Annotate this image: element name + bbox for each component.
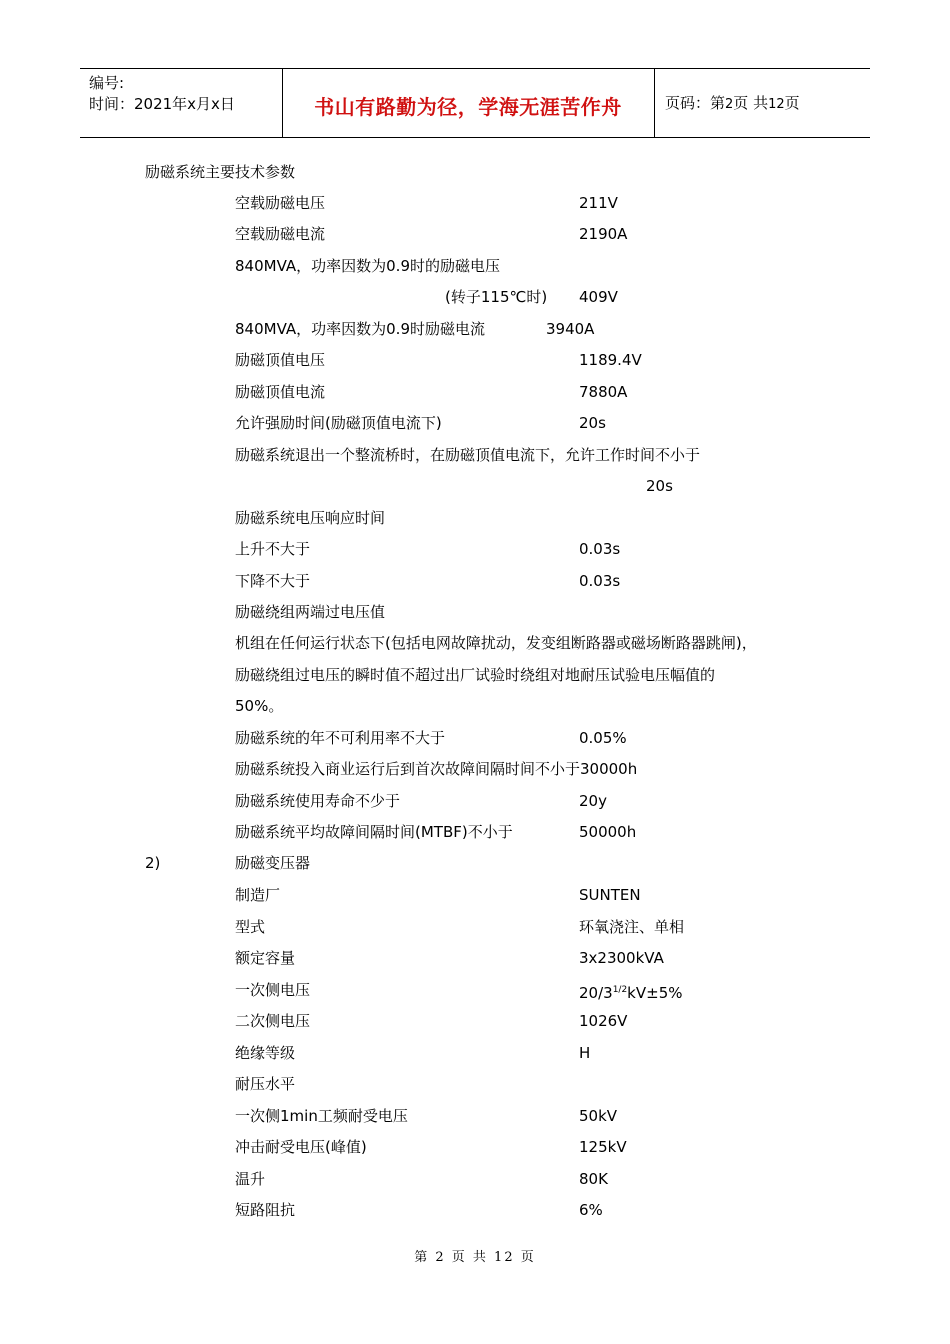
primary-value-unit: kV±5% bbox=[627, 984, 683, 1002]
param-label: 励磁系统电压响应时间 bbox=[235, 509, 386, 527]
paragraph-line: 50%。 bbox=[235, 697, 284, 715]
param-label: 840MVA，功率因数为0.9时励磁电流 bbox=[235, 320, 485, 338]
param-label: 允许强励时间(励磁顶值电流下) bbox=[235, 414, 442, 432]
param-label: 空载励磁电流 bbox=[235, 225, 326, 243]
primary-value-base: 20/3 bbox=[579, 984, 613, 1002]
param-value: 环氧浇注、单相 bbox=[579, 918, 685, 936]
header-page-number bbox=[665, 92, 800, 113]
param-label: 励磁系统投入商业运行后到首次故障间隔时间不小于30000h bbox=[235, 760, 638, 778]
param-label: 制造厂 bbox=[235, 886, 281, 904]
param-label: 一次侧1min工频耐受电压 bbox=[235, 1107, 408, 1125]
param-value: 1026V bbox=[579, 1012, 628, 1030]
param-note: (转子115℃时) bbox=[445, 288, 548, 306]
param-value: SUNTEN bbox=[579, 886, 641, 904]
param-label: 励磁系统平均故障间隔时间(MTBF)不小于 bbox=[235, 823, 513, 841]
param-value: 0.05% bbox=[579, 729, 627, 747]
param-label: 空载励磁电压 bbox=[235, 194, 326, 212]
param-value: 50000h bbox=[579, 823, 637, 841]
param-label: 短路阻抗 bbox=[235, 1201, 296, 1219]
param-value: 2190A bbox=[579, 225, 628, 243]
param-label: 型式 bbox=[235, 918, 266, 936]
param-value: 20s bbox=[646, 477, 673, 495]
code-label: 编号: bbox=[89, 74, 125, 92]
param-value: 7880A bbox=[579, 383, 628, 401]
param-label: 励磁顶值电流 bbox=[235, 383, 326, 401]
header-divider bbox=[654, 69, 655, 137]
subsection-title: 励磁变压器 bbox=[235, 854, 311, 872]
param-label: 一次侧电压 bbox=[235, 981, 311, 999]
param-value: 3940A bbox=[546, 320, 595, 338]
header-motto: 书山有路勤为径，学海无涯苦作舟 bbox=[314, 95, 622, 119]
page-total: 12 bbox=[768, 97, 785, 112]
time-label: 时间：2021年x月x日 bbox=[89, 95, 235, 113]
param-label: 上升不大于 bbox=[235, 540, 311, 558]
item-number: 2) bbox=[145, 854, 161, 872]
param-label: 二次侧电压 bbox=[235, 1012, 311, 1030]
param-value: 0.03s bbox=[579, 540, 621, 558]
param-label: 下降不大于 bbox=[235, 572, 311, 590]
param-value bbox=[579, 980, 682, 1003]
page-prefix: 页码：第 bbox=[665, 94, 726, 112]
param-value: 1189.4V bbox=[579, 351, 642, 369]
param-label: 励磁系统的年不可利用率不大于 bbox=[235, 729, 446, 747]
param-value: 0.03s bbox=[579, 572, 621, 590]
page-footer: 第 2 页 共 12 页 bbox=[414, 1250, 536, 1265]
param-value: 20s bbox=[579, 414, 606, 432]
page-suffix: 页 bbox=[784, 94, 800, 112]
param-label: 励磁系统退出一个整流桥时，在励磁顶值电流下，允许工作时间不小于 bbox=[235, 446, 701, 464]
param-label: 840MVA，功率因数为0.9时的励磁电压 bbox=[235, 257, 500, 275]
param-label: 温升 bbox=[235, 1170, 266, 1188]
param-label: 耐压水平 bbox=[235, 1075, 296, 1093]
param-label: 励磁绕组两端过电压值 bbox=[235, 603, 386, 621]
param-value: 6% bbox=[579, 1201, 603, 1219]
param-value: 409V bbox=[579, 288, 618, 306]
param-label: 励磁顶值电压 bbox=[235, 351, 326, 369]
param-value: 20y bbox=[579, 792, 607, 810]
section-title: 励磁系统主要技术参数 bbox=[145, 163, 296, 181]
param-label: 冲击耐受电压(峰值) bbox=[235, 1138, 367, 1156]
page-num: 2 bbox=[725, 97, 734, 112]
param-value: 3x2300kVA bbox=[579, 949, 664, 967]
header-meta bbox=[89, 73, 235, 115]
param-label: 绝缘等级 bbox=[235, 1044, 296, 1062]
page-mid: 页 共 bbox=[733, 94, 769, 112]
primary-value-exponent: 1/2 bbox=[612, 985, 628, 995]
param-value: 80K bbox=[579, 1170, 608, 1188]
param-value: 50kV bbox=[579, 1107, 618, 1125]
paragraph-line: 机组在任何运行状态下(包括电网故障扰动，发变组断路器或磁场断路器跳闸)， bbox=[235, 634, 757, 652]
param-value: 211V bbox=[579, 194, 618, 212]
param-value: H bbox=[579, 1044, 591, 1062]
page-header bbox=[80, 68, 870, 138]
param-label: 励磁系统使用寿命不少于 bbox=[235, 792, 401, 810]
param-value: 125kV bbox=[579, 1138, 627, 1156]
param-label: 额定容量 bbox=[235, 949, 296, 967]
paragraph-line: 励磁绕组过电压的瞬时值不超过出厂试验时绕组对地耐压试验电压幅值的 bbox=[235, 666, 716, 684]
